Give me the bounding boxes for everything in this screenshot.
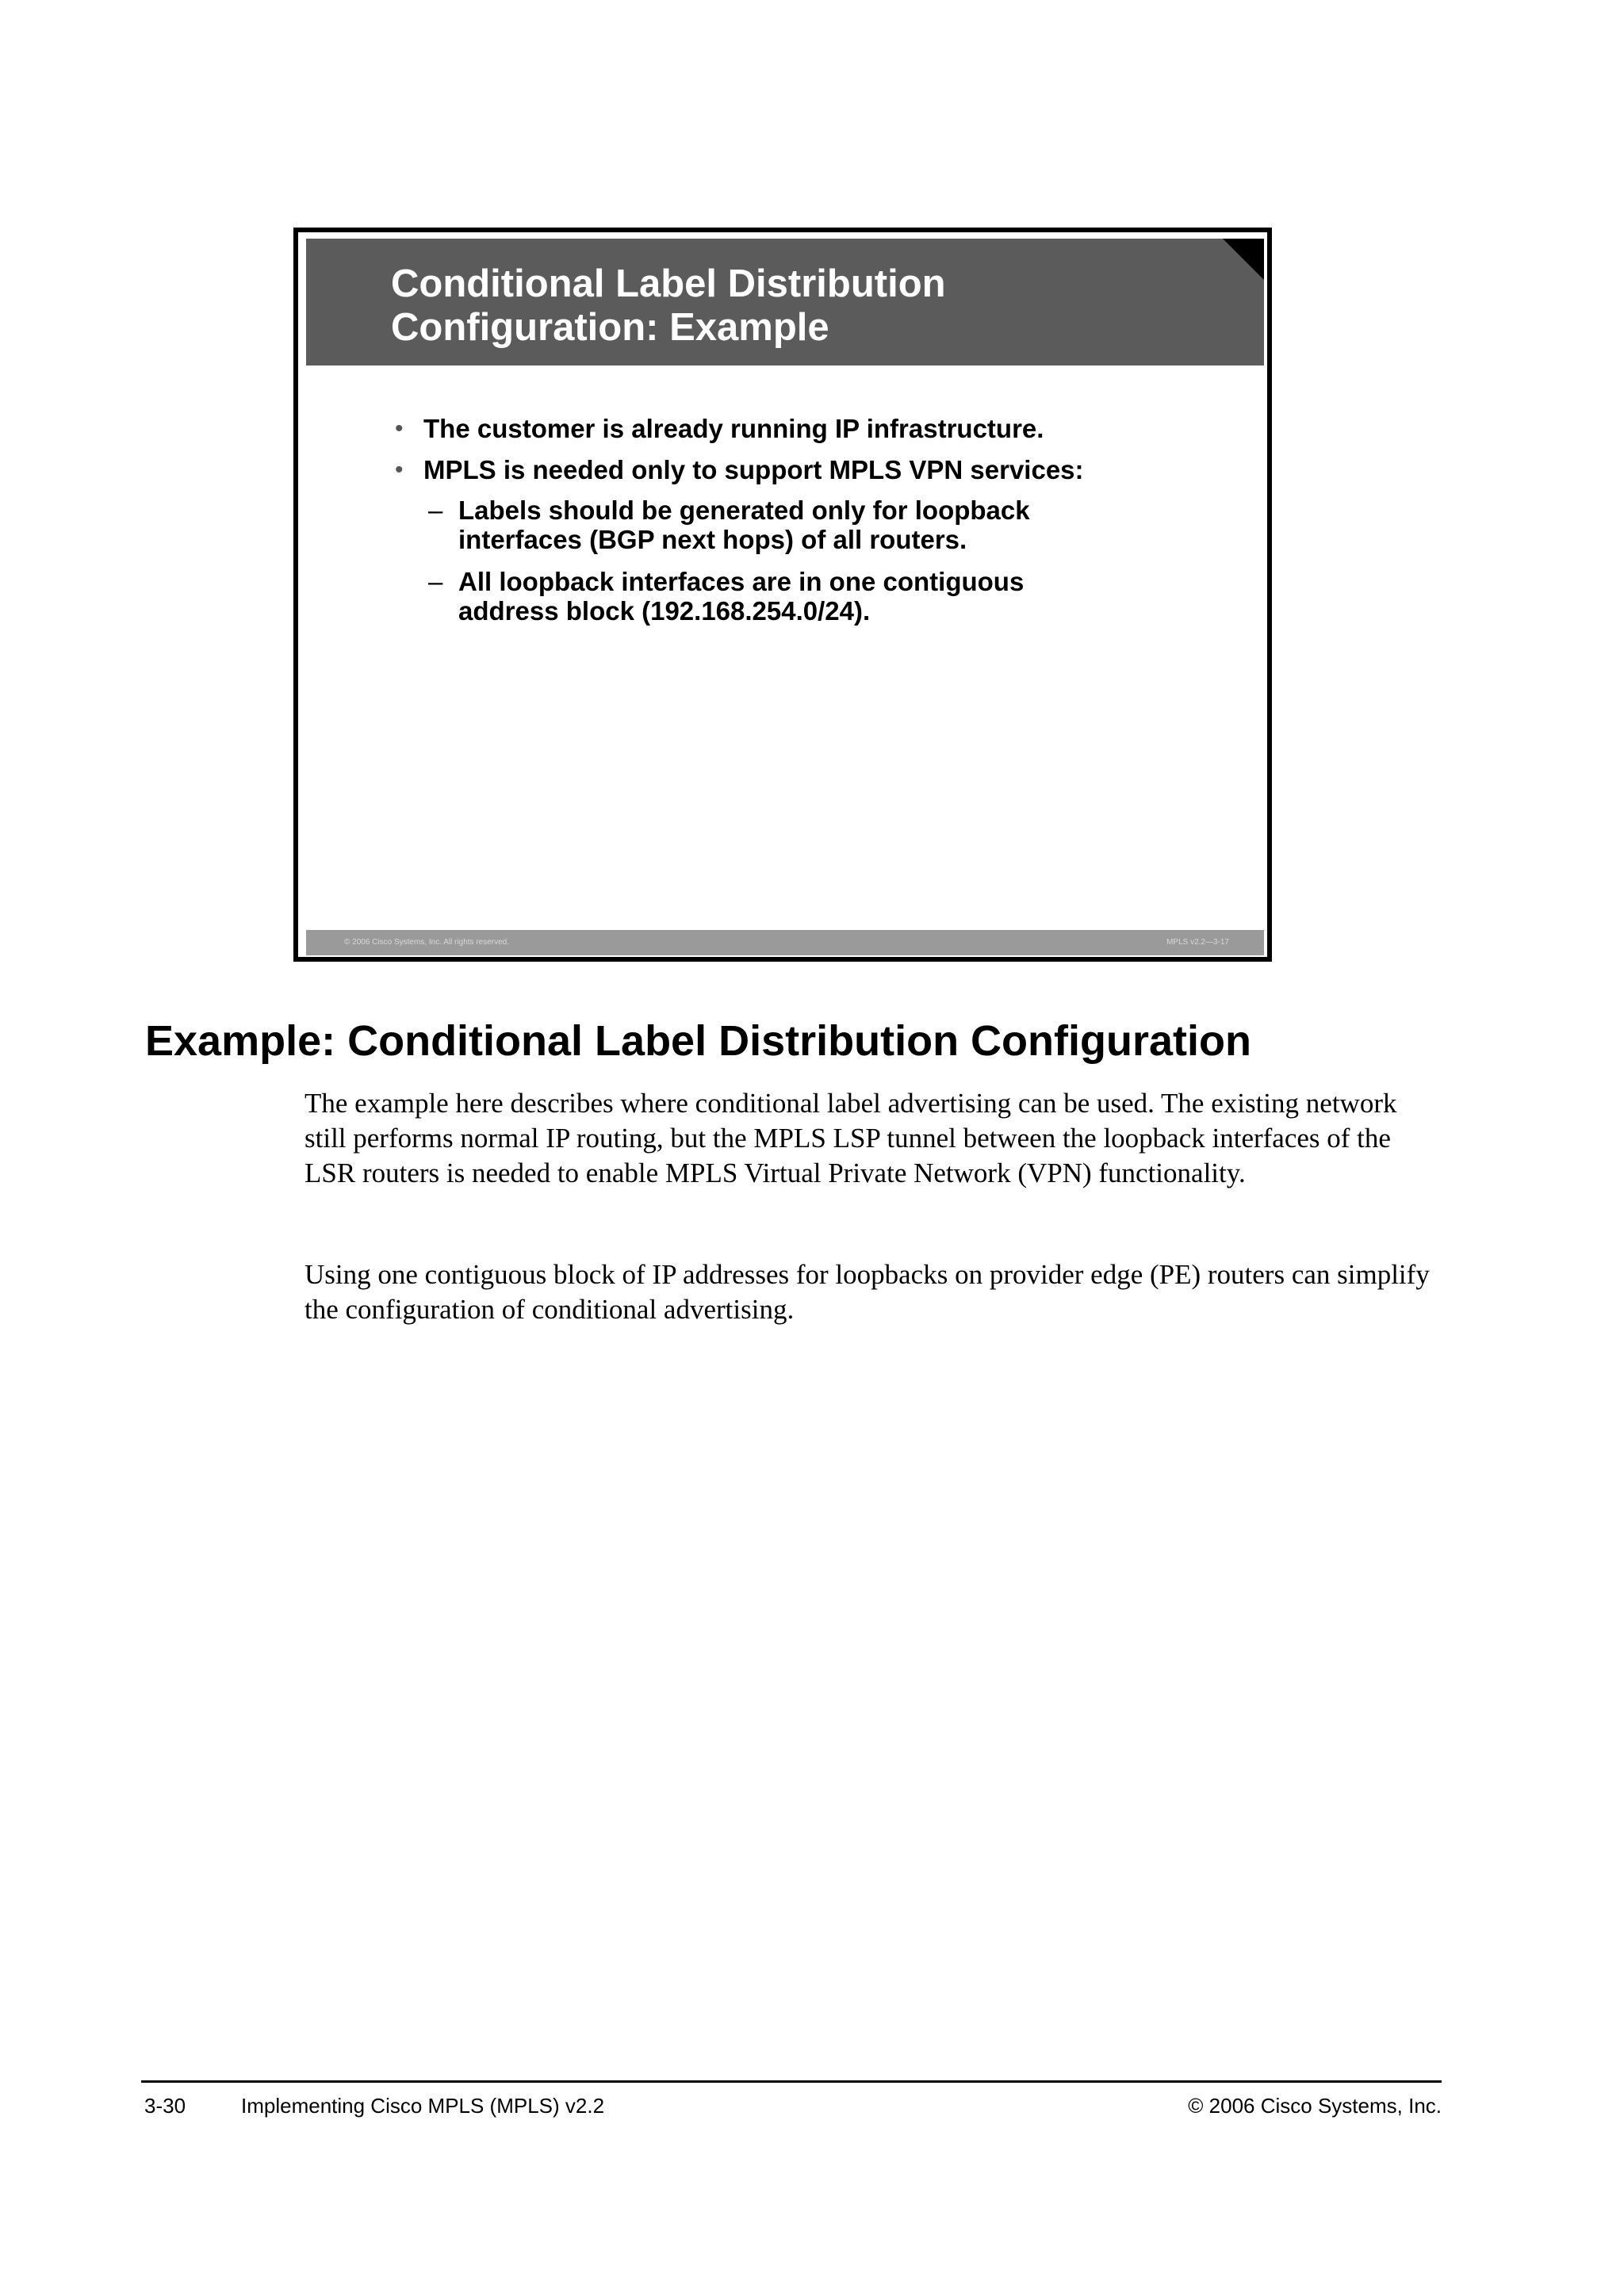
corner-triangle-icon [1223, 239, 1264, 280]
bullet-item [298, 413, 1266, 445]
slide-footer-copyright: © 2006 Cisco Systems, Inc. All rights reserved. [344, 938, 510, 947]
sub-bullet-text: Labels should be generated only for loopback interfaces (BGP next hops) of all routers. [458, 496, 1030, 554]
bullet-text: The customer is already running IP infrastructure. [423, 414, 1044, 443]
sub-bullet-marker: – [428, 496, 443, 525]
bullet-text: MPLS is needed only to support MPLS VPN services: [423, 455, 1084, 484]
body-paragraph: Using one contiguous block of IP addresses for loopbacks on provider edge (PE) routers can simplify the configuration of conditional advertising. [304, 1259, 1430, 1325]
bullet-marker: • [395, 415, 404, 442]
slide [293, 228, 1272, 962]
section-heading: Example: Conditional Label Distribution Configuration [145, 1017, 1251, 1065]
sub-bullet-marker: – [428, 567, 443, 596]
slide-title-line: Configuration: Example [391, 306, 829, 349]
sub-bullet-item [298, 496, 1109, 554]
body-paragraph: The example here describes where conditional label advertising can be used. The existing network still performs normal IP routing, but the MPLS LSP tunnel between the loopback interfaces of the LSR routers is needed to enable MPLS Virtual Private Network (VPN) functionality. [304, 1088, 1397, 1188]
page-number: 3-30 [144, 2094, 186, 2118]
bullet-marker: • [395, 457, 404, 483]
slide-footer-version: MPLS v2.2—3-17 [1166, 938, 1229, 947]
bullet-item [298, 454, 1266, 486]
slide-footer [306, 930, 1264, 955]
slide-bullet-list [298, 413, 1266, 638]
sub-bullet-text: All loopback interfaces are in one contiguous address block (192.168.254.0/24). [458, 567, 1025, 626]
footer-divider [141, 2080, 1442, 2083]
slide-header [306, 239, 1264, 365]
slide-title-line: Conditional Label Distribution [391, 262, 946, 305]
sub-bullet-item [298, 567, 1109, 626]
footer-copyright: © 2006 Cisco Systems, Inc. [1188, 2094, 1442, 2118]
slide-title [391, 262, 1184, 350]
book-title: Implementing Cisco MPLS (MPLS) v2.2 [241, 2094, 605, 2118]
